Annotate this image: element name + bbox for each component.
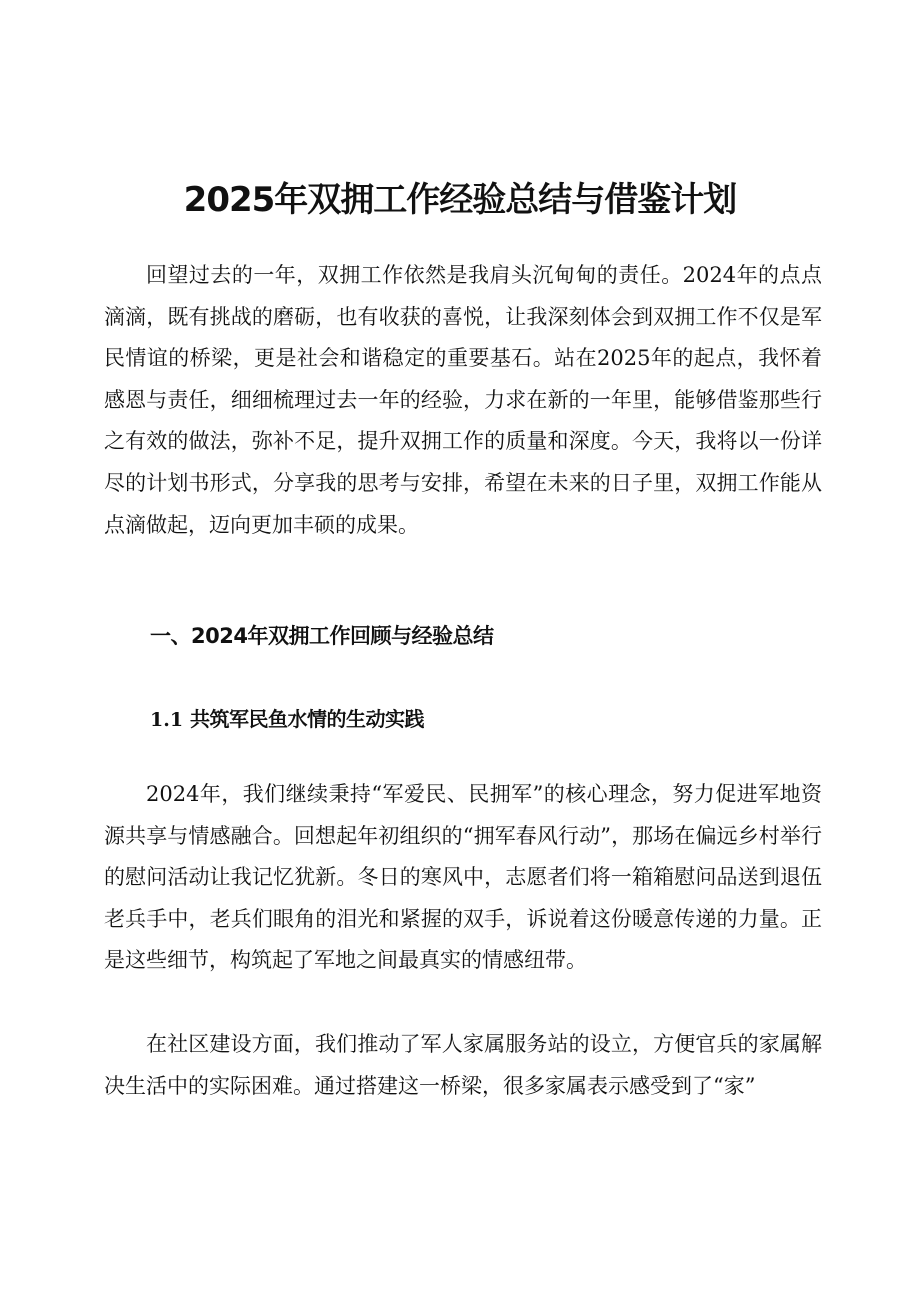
section-1-heading: 一、2024年双拥工作回顾与经验总结 [150,624,494,648]
subsection-title: 共筑军民鱼水情的生动实践 [190,707,424,731]
document-title: 2025年双拥工作经验总结与借鉴计划 [183,180,737,220]
subsection-number: 1.1 [150,709,184,731]
body-paragraph-1: 2024年，我们继续秉持“军爱民、民拥军”的核心理念，努力促进军地资源共享与情感融合。回想起年初组织的“拥军春风行动”，那场在偏远乡村举行的慰问活动让我记忆犹新。冬日的寒风中，志愿者们将一箱箱慰问品送到退伍老兵手中，老兵们眼角的泪光和紧握的双手，诉说着这份暖意传递的力量。正是这些细节，构筑起了军地之间最真实的情感纽带。 [104,782,822,973]
subsection-1-1-heading [150,701,424,738]
intro-paragraph: 回望过去的一年，双拥工作依然是我肩头沉甸甸的责任。2024年的点点滴滴，既有挑战的磨砺，也有收获的喜悦，让我深刻体会到双拥工作不仅是军民情谊的桥梁，更是社会和谐稳定的重要基石。站在2025年的起点，我怀着感恩与责任，细细梳理过去一年的经验，力求在新的一年里，能够借鉴那些行之有效的做法，弥补不足，提升双拥工作的质量和深度。今天，我将以一份详尽的计划书形式，分享我的思考与安排，希望在未来的日子里，双拥工作能从点滴做起，迈向更加丰硕的成果。 [104,263,822,537]
body-paragraph-2: 在社区建设方面，我们推动了军人家属服务站的设立，方便官兵的家属解决生活中的实际困难。通过搭建这一桥梁，很多家属表示感受到了“家” [104,1032,822,1098]
